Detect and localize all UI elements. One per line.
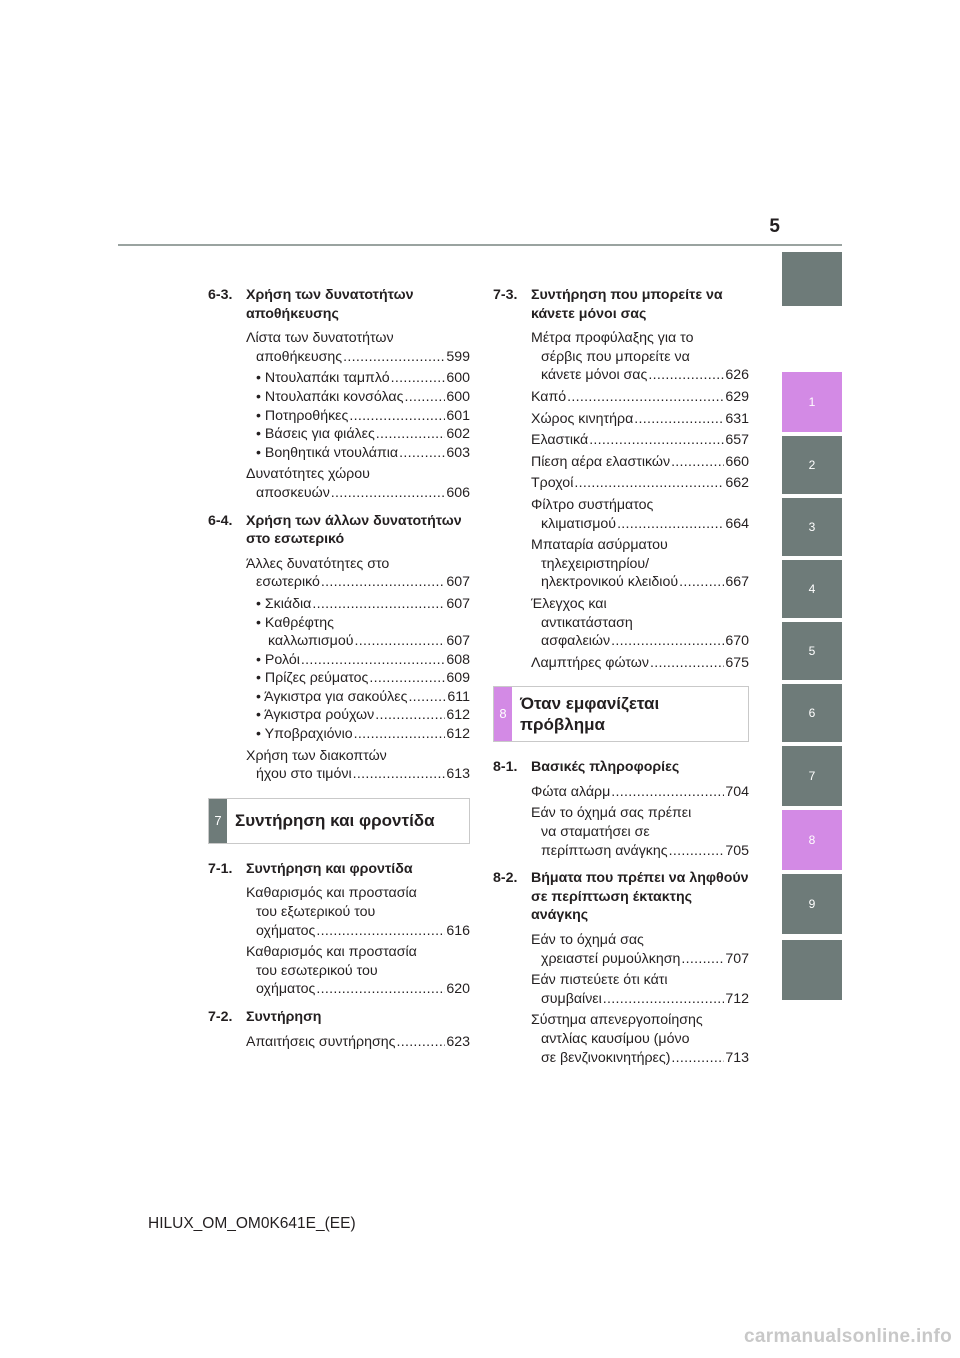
page-ref: 616 (446, 922, 470, 939)
toc-left-column (208, 286, 470, 1054)
toc-section-7-2[interactable] (208, 1008, 470, 1027)
toc-section-8-1[interactable] (493, 758, 749, 777)
toc-right-column (493, 286, 749, 1070)
toc-entry[interactable]: Φώτα αλάρμ ..... 704 (531, 783, 749, 802)
toc-subentry[interactable]: • Ρολόι ..... 608 (246, 651, 470, 670)
toc-entry[interactable]: Άλλες δυνατότητες στο εσωτερικό ..... 607 (246, 555, 470, 592)
toc-entry[interactable]: Εάν το όχημά σας χρειαστεί ρυμούλκηση ..... 707 (531, 931, 749, 968)
section-title: Βασικές πληροφορίες (531, 759, 680, 776)
page-ref: 601 (446, 407, 470, 424)
toc-entry[interactable]: Σύστημα απενεργοποίησης αντλίας καυσίμου (μόνο σε βενζινοκινητήρες) ..... 713 (531, 1011, 749, 1067)
page-number: 5 (769, 216, 780, 237)
section-title: Συντήρηση που μπορείτε να κάνετε μόνοι σας (531, 287, 723, 322)
toc-entry[interactable]: Καθαρισμός και προστασία του εσωτερικού του οχήματος ..... 620 (246, 943, 470, 999)
page-ref: 613 (446, 766, 470, 783)
page-ref: 606 (446, 484, 470, 501)
toc-entry[interactable]: Εάν το όχημά σας πρέπει να σταματήσει σε περίπτωση ανάγκης ..... 705 (531, 804, 749, 860)
chapter-tab-6[interactable]: 6 (782, 684, 842, 742)
chapter-tab-blank-top[interactable] (782, 252, 842, 306)
header-rule (118, 244, 842, 246)
toc-subentry[interactable]: • Υποβραχιόνιο ..... 612 (246, 725, 470, 744)
chapter-tab-2[interactable]: 2 (782, 436, 842, 494)
toc-subentry[interactable]: • Ντουλαπάκι ταμπλό ..... 600 (246, 369, 470, 388)
page-ref: 704 (725, 783, 749, 800)
page-ref: 664 (725, 515, 749, 532)
page-ref: 600 (446, 370, 470, 387)
toc-entry[interactable]: Δυνατότητες χώρου αποσκευών ..... 606 (246, 465, 470, 502)
toc-entry[interactable]: Τροχοί ..... 662 (531, 474, 749, 493)
section-title: Συντήρηση και φροντίδα (246, 860, 413, 877)
toc-entry[interactable]: Χρήση των διακοπτών ήχου στο τιμόνι ..... 613 (246, 747, 470, 784)
toc-entry[interactable]: Καπό ..... 629 (531, 388, 749, 407)
toc-entry[interactable]: Εάν πιστεύετε ότι κάτι συμβαίνει ..... 712 (531, 971, 749, 1008)
page-ref: 612 (446, 707, 470, 724)
document-code: HILUX_OM_OM0K641E_(EE) (148, 1215, 356, 1232)
page-ref: 607 (446, 595, 470, 612)
toc-subentry[interactable]: • Άγκιστρα για σακούλες ..... 611 (246, 688, 470, 707)
section-title: Χρήση των δυνατοτήτων αποθήκευσης (246, 287, 414, 322)
toc-subentry[interactable]: • Βοηθητικά ντουλάπια ..... 603 (246, 444, 470, 463)
page-ref: 707 (725, 950, 749, 967)
watermark: carmanualsonline.info (744, 1326, 952, 1347)
page-ref: 609 (446, 670, 470, 687)
section-title: Συντήρηση (246, 1009, 322, 1025)
page-ref: 712 (725, 990, 749, 1007)
page-ref: 675 (725, 654, 749, 671)
page-ref: 602 (446, 426, 470, 443)
section-number: 8-1. (493, 759, 518, 776)
toc-subentry[interactable]: • Άγκιστρα ρούχων ..... 612 (246, 706, 470, 725)
page-ref: 599 (446, 348, 470, 365)
page-ref: 608 (446, 651, 470, 668)
chapter-tab-3[interactable]: 3 (782, 498, 842, 556)
page-ref: 705 (725, 842, 749, 859)
page-ref: 662 (725, 475, 749, 492)
chapter-tab-1[interactable]: 1 (782, 372, 842, 432)
page-ref: 631 (725, 410, 749, 427)
section-number: 7-1. (208, 860, 233, 877)
page-ref: 603 (446, 444, 470, 461)
chapter-title: Συντήρηση και φροντίδα (235, 811, 435, 831)
toc-section-6-4[interactable] (208, 512, 470, 549)
chapter-heading-8[interactable] (493, 686, 749, 742)
toc-subentry[interactable]: • Καθρέφτης καλλωπισμού ..... 607 (246, 614, 470, 651)
toc-entry[interactable]: Ελαστικά ..... 657 (531, 431, 749, 450)
toc-entry[interactable]: Πίεση αέρα ελαστικών ..... 660 (531, 453, 749, 472)
toc-subentry[interactable]: • Ντουλαπάκι κονσόλας ..... 600 (246, 388, 470, 407)
toc-subentry[interactable]: • Σκιάδια ..... 607 (246, 595, 470, 614)
chapter-number: 8 (494, 687, 512, 741)
toc-subentry[interactable]: • Πρίζες ρεύματος ..... 609 (246, 669, 470, 688)
page-ref: 600 (446, 388, 470, 405)
chapter-tab-7[interactable]: 7 (782, 746, 842, 806)
chapter-tab-5[interactable]: 5 (782, 622, 842, 680)
page-ref: 611 (447, 688, 470, 705)
page-ref: 623 (446, 1033, 470, 1050)
page-ref: 607 (446, 633, 470, 650)
toc-entry[interactable]: Καθαρισμός και προστασία του εξωτερικού του οχήματος ..... 616 (246, 884, 470, 940)
section-number: 7-2. (208, 1009, 233, 1025)
toc-entry[interactable]: Μέτρα προφύλαξης για το σέρβις που μπορείτε να κάνετε μόνοι σας ..... 626 (531, 329, 749, 385)
chapter-tab-blank-bottom[interactable] (782, 940, 842, 1000)
page-ref: 667 (725, 574, 749, 591)
section-number: 6-3. (208, 287, 233, 303)
toc-entry[interactable]: Φίλτρο συστήματος κλιματισμού ..... 664 (531, 496, 749, 533)
toc-entry[interactable]: Λίστα των δυνατοτήτων αποθήκευσης ..... 599 (246, 329, 470, 366)
toc-section-6-3[interactable] (208, 286, 470, 323)
chapter-tab-4[interactable]: 4 (782, 560, 842, 618)
chapter-tab-9[interactable]: 9 (782, 874, 842, 934)
page-ref: 660 (725, 453, 749, 470)
page-ref: 629 (725, 388, 749, 405)
toc-section-7-1[interactable] (208, 860, 470, 879)
page-ref: 620 (446, 981, 470, 998)
page-ref: 607 (446, 574, 470, 591)
section-number: 6-4. (208, 512, 233, 529)
page-ref: 626 (725, 367, 749, 384)
section-title: Χρήση των άλλων δυνατοτήτων στο εσωτερικό (246, 512, 462, 548)
section-number: 7-3. (493, 287, 518, 303)
chapter-heading-7[interactable] (208, 798, 470, 844)
chapter-number: 7 (209, 799, 227, 843)
page-ref: 670 (725, 633, 749, 650)
toc-entry[interactable]: Λαμπτήρες φώτων ..... 675 (531, 654, 749, 673)
section-number: 8-2. (493, 870, 518, 887)
toc-entry[interactable]: Έλεγχος και αντικατάσταση ασφαλειών ..... 670 (531, 595, 749, 651)
toc-subentry[interactable]: • Βάσεις για φιάλες ..... 602 (246, 425, 470, 444)
page-ref: 612 (446, 726, 470, 743)
toc-entry[interactable]: Μπαταρία ασύρματου τηλεχειριστηρίου/ ηλεκτρονικού κλειδιού ..... 667 (531, 536, 749, 592)
toc-entry[interactable]: Απαιτήσεις συντήρησης ..... 623 (246, 1033, 470, 1052)
toc-subentry[interactable]: • Ποτηροθήκες ..... 601 (246, 407, 470, 426)
section-title: Βήματα που πρέπει να ληφθούν σε περίπτωση έκτακτης ανάγκης (531, 870, 749, 924)
chapter-title: Όταν εμφανίζεται πρόβλημα (520, 694, 660, 735)
page-ref: 713 (725, 1049, 749, 1066)
toc-section-8-2[interactable] (493, 869, 749, 925)
chapter-tab-8[interactable]: 8 (782, 810, 842, 870)
toc-section-7-3[interactable] (493, 286, 749, 323)
page-ref: 657 (725, 432, 749, 449)
toc-entry[interactable]: Χώρος κινητήρα ..... 631 (531, 410, 749, 429)
